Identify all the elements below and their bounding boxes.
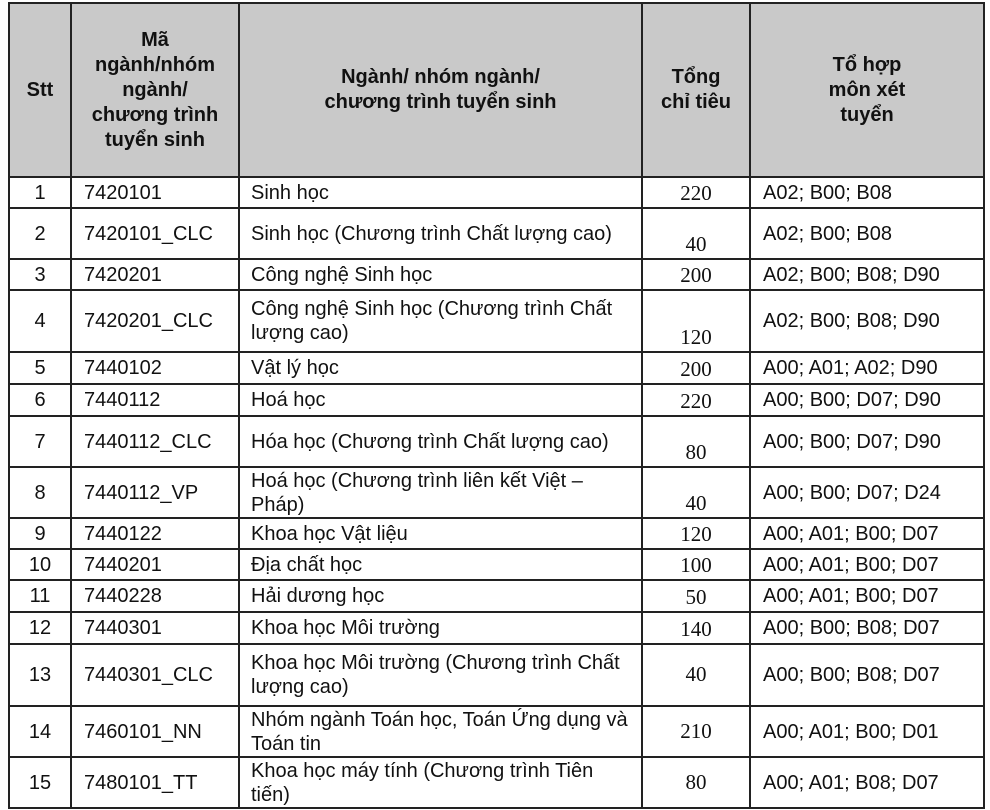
row-combination: A00; A01; B08; D07 [750,757,984,808]
row-name: Địa chất học [239,549,642,580]
row-quota: 220 [642,177,750,208]
row-combination: A00; A01; B00; D01 [750,706,984,757]
row-combination: A00; A01; B00; D07 [750,549,984,580]
row-code: 7420201 [71,259,239,290]
row-combination: A00; B00; B08; D07 [750,612,984,644]
row-code: 7420201_CLC [71,290,239,352]
row-stt: 5 [9,352,71,384]
row-stt: 2 [9,208,71,259]
row-combination: A00; A01; B00; D07 [750,518,984,549]
row-code: 7440122 [71,518,239,549]
row-stt: 4 [9,290,71,352]
table-row [9,644,984,706]
row-code: 7440112_VP [71,467,239,518]
header-combo: Tổ hợp môn xét tuyển [750,3,984,177]
row-name: Khoa học Môi trường [239,612,642,644]
row-stt: 12 [9,612,71,644]
row-quota: 120 [642,290,750,352]
row-stt: 8 [9,467,71,518]
table-row [9,416,984,467]
row-name: Nhóm ngành Toán học, Toán Ứng dụng và Toán tin [239,706,642,757]
header-code: Mã ngành/nhóm ngành/ chương trình tuyển sinh [71,3,239,177]
table-row [9,259,984,290]
row-code: 7420101 [71,177,239,208]
row-combination: A00; B00; D07; D24 [750,467,984,518]
table-row [9,290,984,352]
row-name: Công nghệ Sinh học (Chương trình Chất lượng cao) [239,290,642,352]
row-combination: A00; A01; B00; D07 [750,580,984,612]
row-combination: A00; B00; B08; D07 [750,644,984,706]
row-combination: A00; A01; A02; D90 [750,352,984,384]
table-row [9,352,984,384]
table-row [9,177,984,208]
row-name: Hoá học [239,384,642,416]
row-quota: 40 [642,208,750,259]
row-name: Hải dương học [239,580,642,612]
row-combination: A00; B00; D07; D90 [750,416,984,467]
table-row [9,208,984,259]
row-code: 7440112_CLC [71,416,239,467]
table-row [9,518,984,549]
row-code: 7440228 [71,580,239,612]
row-code: 7420101_CLC [71,208,239,259]
row-combination: A02; B00; B08 [750,177,984,208]
table-row [9,757,984,808]
row-stt: 9 [9,518,71,549]
header-quota: Tổng chỉ tiêu [642,3,750,177]
table-row [9,706,984,757]
row-name: Khoa học Vật liệu [239,518,642,549]
row-code: 7440102 [71,352,239,384]
row-quota: 80 [642,757,750,808]
row-quota: 40 [642,644,750,706]
table-row [9,549,984,580]
row-name: Hóa học (Chương trình Chất lượng cao) [239,416,642,467]
admission-table [8,2,985,809]
row-stt: 14 [9,706,71,757]
row-stt: 7 [9,416,71,467]
header-row [9,3,984,177]
header-name: Ngành/ nhóm ngành/ chương trình tuyển sinh [239,3,642,177]
row-combination: A02; B00; B08 [750,208,984,259]
row-quota: 210 [642,706,750,757]
row-code: 7440301 [71,612,239,644]
row-code: 7460101_NN [71,706,239,757]
row-quota: 140 [642,612,750,644]
row-stt: 3 [9,259,71,290]
row-name: Khoa học Môi trường (Chương trình Chất lượng cao) [239,644,642,706]
row-name: Công nghệ Sinh học [239,259,642,290]
row-code: 7440112 [71,384,239,416]
row-quota: 40 [642,467,750,518]
row-combination: A02; B00; B08; D90 [750,259,984,290]
row-code: 7480101_TT [71,757,239,808]
row-quota: 80 [642,416,750,467]
row-code: 7440301_CLC [71,644,239,706]
row-stt: 11 [9,580,71,612]
row-stt: 13 [9,644,71,706]
table-row [9,467,984,518]
row-quota: 120 [642,518,750,549]
row-combination: A02; B00; B08; D90 [750,290,984,352]
row-stt: 6 [9,384,71,416]
row-name: Vật lý học [239,352,642,384]
row-name: Khoa học máy tính (Chương trình Tiên tiến) [239,757,642,808]
table-row [9,612,984,644]
table-row [9,384,984,416]
row-name: Sinh học (Chương trình Chất lượng cao) [239,208,642,259]
header-stt: Stt [9,3,71,177]
table-row [9,580,984,612]
row-quota: 100 [642,549,750,580]
row-code: 7440201 [71,549,239,580]
row-stt: 15 [9,757,71,808]
row-quota: 200 [642,352,750,384]
row-stt: 10 [9,549,71,580]
row-quota: 50 [642,580,750,612]
row-quota: 200 [642,259,750,290]
row-combination: A00; B00; D07; D90 [750,384,984,416]
row-name: Sinh học [239,177,642,208]
row-quota: 220 [642,384,750,416]
row-stt: 1 [9,177,71,208]
row-name: Hoá học (Chương trình liên kết Việt – Pháp) [239,467,642,518]
